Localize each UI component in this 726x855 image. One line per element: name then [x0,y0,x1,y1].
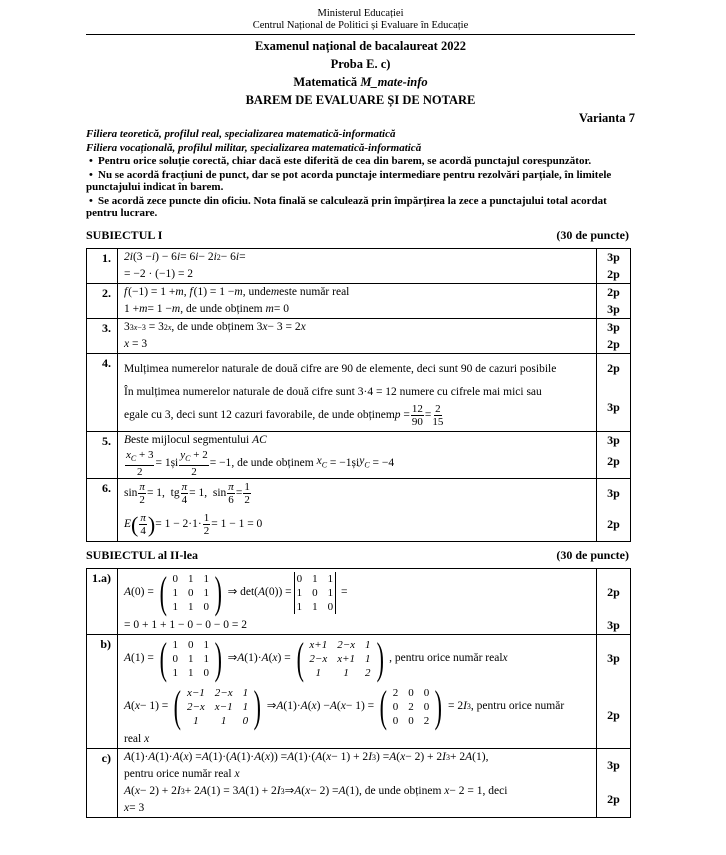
text-fragment: pentru orice număr real [124,767,232,780]
matrix-cell: 1 [187,572,194,585]
table-row [87,431,631,478]
solution-line: A (0) = ( 0 1 1 1 0 1 1 1 0 ) ⇒ det( A (0)) = 0 1 1 1 0 1 1 1 0 = [124,567,348,617]
matrix-cell: 2 [423,714,430,727]
matrix-cell: 1 [203,638,209,651]
matrix-cell: 0 [172,652,178,665]
solution-line: A ( x − 1) = ( x−1 2−x 1 2−x x−1 1 1 1 0 ) ⇒ A (1)· A ( x ) − A ( x − 1) = ( 2 0 0 0 2 0 0 0 2 ) = 2 I 3 , pentru orice număr [124,681,565,731]
fraction: $\frac{\pi}{6}$ [228,481,234,507]
rule-text: Nu se acordă fracțiuni de punct, dar se pot acorda punctaje intermediare pentru rezolvări parțiale, în limitele punctajului indicat în barem. [86,168,612,193]
item-solution [118,634,597,748]
bullet-icon: • [89,155,93,167]
bullet-icon: • [89,194,93,207]
matrix-cell: 2−x [186,700,205,713]
matrix-cell: 1 [187,666,194,679]
text-fragment: real [124,732,142,745]
matrix-cell: 1 [203,652,209,665]
solution-line: Mulțimea numerelor naturale de două cifre are 90 de elemente, deci sunt 90 de cazuri posibile [124,362,557,375]
item-number: 5. [87,431,118,478]
item-solution [118,431,597,478]
bullet-icon: • [89,168,93,181]
matrix-cell: 2−x [309,652,328,665]
item-number: 6. [87,478,118,541]
matrix-cell: 1 [327,572,334,585]
solution-line: x = 3 [124,337,148,350]
points-value: 2p [607,284,620,299]
item-solution [118,478,597,541]
item-solution [118,283,597,318]
item-points [597,353,631,431]
matrix-cell: x−1 [214,700,233,713]
subject-1-points: (30 de puncte) [556,227,629,242]
matrix-cell: 1 [327,586,334,599]
points-value: 3p [607,758,620,773]
points-value: 2p [607,707,620,722]
matrix-cell: x+1 [309,638,328,651]
matrix-cell: 1 [365,652,371,665]
table-row [87,318,631,353]
text-fragment: , pentru orice număr [470,700,565,713]
matrix-cell: 1 [187,652,194,665]
points-value: 2p [607,266,620,281]
solution-line: x = 3 [124,801,145,814]
matrix-cell: 1 [296,600,303,613]
text-fragment: , deci [482,784,508,797]
subject-profile: M_mate-info [360,75,428,89]
subject-1-table [86,248,631,542]
solution-line: = 0 + 1 + 1 − 0 − 0 − 0 = 2 [124,618,248,631]
fraction: $\frac{y_C + 2}{2}$ [180,448,208,478]
matrix-cell: 1 [343,666,349,679]
matrix-cell: 0 [203,600,209,613]
subject-1-header [86,228,635,243]
matrix-A0: ( 0 1 1 1 0 1 1 1 0 ) [159,567,222,617]
points-value: 3p [607,249,620,264]
text-fragment: , de unde obținem [231,456,314,469]
table-row [87,748,631,817]
points-value: 2p [607,792,620,807]
item-number: 1.a) [87,568,118,634]
solution-line: f (−1) = 1 + m , f (1) = 1 − m , unde m este număr real [124,285,350,298]
text-fragment: și [351,456,360,469]
matrix-cell: 1 [172,666,178,679]
subject-1-title: SUBIECTUL I [86,227,163,242]
subject-title [86,75,635,89]
text-fragment: și [170,456,179,469]
matrix-cell: 1 [172,600,178,613]
points-value: 3p [607,651,620,666]
matrix-cell: 1 [172,586,178,599]
item-points [597,634,631,748]
matrix-cell: 0 [423,686,430,699]
matrix-cell: 0 [392,700,399,713]
matrix-cell: 2−x [214,686,233,699]
matrix-cell: 0 [242,714,249,727]
matrix-cell: 1 [242,700,249,713]
matrix-cell: 1 [315,666,322,679]
matrix-cell: 0 [187,586,194,599]
matrix-cell: 0 [296,572,303,585]
solution-line: E ( $\frac{\pi}{4}$ ) = 1 − 2·1· $\frac{1}{2}$ = 1 − 1 = 0 [124,512,263,538]
exam-title: Examenul național de bacalaureat 2022 [255,39,466,53]
points-value: 3p [607,399,620,414]
item-points [597,248,631,283]
matrix-cell: 0 [172,572,178,585]
text-fragment: , unde [242,285,271,298]
fraction: $\frac{\pi}{4}$ [181,481,188,507]
matrix-A1: ( 1 0 1 0 1 1 1 1 0 ) [159,633,222,683]
rule-item [86,155,635,168]
table-row [87,353,631,431]
text-fragment: este număr real [279,285,350,298]
matrix-2I: ( 2 0 0 0 2 0 0 0 2 ) [379,681,443,731]
points-value: 2p [607,517,620,532]
matrix-cell: 0 [408,714,414,727]
points-value: 2p [607,361,620,375]
determinant-A0 [294,572,337,614]
matrix-cell: 2−x [337,638,356,651]
item-points [597,478,631,541]
subject-prefix: Matematică [293,75,361,89]
matrix-cell: 1 [172,638,178,651]
points-value: 3p [607,486,620,501]
item-number: 2. [87,283,118,318]
barem-page [86,0,635,818]
points-value: 3p [607,301,620,316]
item-number: b) [87,634,118,748]
matrix-cell: 2 [408,700,414,713]
solution-line: = −2 · (−1) = 2 [124,267,194,280]
matrix-cell: 1 [312,600,318,613]
item-solution [118,318,597,353]
proba-title: Proba E. c) [330,57,391,71]
matrix-cell: 0 [203,666,209,679]
header-divider [86,34,635,35]
ministry-header [86,0,635,32]
matrix-cell: 0 [408,686,414,699]
solution-line: 2i (3 − i ) − 6 i = 6 i − 2 i 2 − 6 i = [124,250,246,263]
item-number: c) [87,748,118,817]
solution-line: 1 + m = 1 − m , de unde obținem m = 0 [124,302,289,315]
item-points [597,318,631,353]
matrix-Axm1: ( x−1 2−x 1 2−x x−1 1 1 1 0 ) [173,681,262,731]
item-points [597,283,631,318]
text-fragment: , de unde obținem [359,784,442,797]
text-fragment: , de unde obținem [171,320,254,333]
rule-text: Pentru orice soluție corectă, chiar dacă este diferită de cea din barem, se acordă punctajul corespunzător. [98,155,592,167]
subject-2-points: (30 de puncte) [556,547,629,562]
rule-item [86,169,635,194]
solution-line: A ( x − 2) + 2 I 3 + 2 A (1) = 3 A (1) + 2 I 3 ⇒ A ( x − 2) = A (1) , de unde obținem x − 2 = 1 , deci [124,784,508,797]
table-row [87,248,631,283]
item-number: 3. [87,318,118,353]
item-solution [118,248,597,283]
item-number: 1. [87,248,118,283]
points-value: 2p [607,454,620,468]
matrix-A1-Ax: ( x+1 2−x 1 2−x x+1 1 1 1 2 ) [296,633,384,683]
subject-2-header [86,548,635,563]
matrix-cell: 1 [242,686,249,699]
item-solution [118,568,597,634]
points-value: 3p [607,319,620,334]
item-points [597,568,631,634]
fraction: $\frac{\pi}{4}$ [140,512,146,538]
matrix-cell: 0 [423,700,430,713]
text-fragment: este mijlocul segmentului [131,433,250,446]
barem-title: BAREM DE EVALUARE ȘI DE NOTARE [245,93,476,107]
fraction: $\frac{x_C + 3}{2}$ [126,448,154,478]
matrix-cell: 1 [203,586,209,599]
ministry-name: Ministerul Educației [317,8,404,19]
solution-line: egale cu 3, deci sunt 12 cazuri favorabile, de unde obținem p = $\frac{12}{90}$ = $\frac{2}{15}$ [124,403,444,428]
table-row [87,283,631,318]
solution-line: real x [124,732,150,745]
matrix-cell: 1 [220,714,227,727]
center-name: Centrul Național de Politici și Evaluare în Educație [252,20,469,31]
solution-line: pentru orice număr real x [124,767,240,780]
points-value: 3p [607,432,620,447]
matrix-cell: x−1 [186,686,205,699]
item-solution [118,748,597,817]
text-fragment: , de unde obținem [180,302,263,315]
item-points [597,431,631,478]
points-value: 2p [607,336,620,351]
points-value: 2p [607,585,620,600]
matrix-cell: 0 [312,586,318,599]
rule-item [86,195,635,220]
table-row [87,634,631,748]
matrix-cell: 0 [392,714,399,727]
subject-2-table [86,568,631,818]
solution-line: A (1) = ( 1 0 1 0 1 1 1 1 0 ) ⇒ A (1)· A ( x ) = ( x+1 2−x 1 2−x x+1 1 1 1 2 ) , pentru orice număr real x [124,633,508,683]
matrix-cell: 1 [296,586,303,599]
fraction: $\frac{1}{2}$ [203,512,210,538]
matrix-cell: 0 [187,638,194,651]
table-row [87,568,631,634]
item-solution [118,353,597,431]
solution-line: 3 3x−3 = 3 2x , de unde obținem 3 x − 3 = 2 x [124,320,306,333]
fraction: $\frac{1}{2}$ [244,481,250,507]
solution-line: sin $\frac{\pi}{2}$ = 1, tg $\frac{\pi}{4}$ = 1, sin $\frac{\pi}{6}$ = $\frac{1}{2}$ [124,481,250,507]
text-fragment: egale cu 3, deci sunt 12 cazuri favorabile, de unde obținem [124,409,395,421]
rule-text: Se acordă zece puncte din oficiu. Nota finală se calculează prin împărțirea la zece a punctajului total acordat pentru lucrare. [86,194,607,219]
item-points [597,748,631,817]
matrix-cell: 2 [365,666,371,679]
matrix-cell: x+1 [337,652,356,665]
subject-2-title: SUBIECTUL al II-lea [86,547,199,562]
matrix-cell: 1 [312,572,318,585]
matrix-cell: 0 [327,600,334,613]
item-number: 4. [87,353,118,431]
solution-line: B este mijlocul segmentului AC [124,433,267,446]
filiera-line: Filiera vocațională, profilul militar, specializarea matematică-informatică [86,142,422,154]
fraction: $\frac{\pi}{2}$ [139,481,145,507]
variant-label: Varianta 7 [578,111,635,125]
matrix-cell: 1 [187,600,194,613]
matrix-cell: 2 [392,686,399,699]
solution-line: În mulțimea numerelor naturale de două cifre sunt 3·4 = 12 numere cu cifrele mai mici sau [124,385,542,398]
points-value: 3p [607,617,620,632]
fraction: $\frac{12}{90}$ [411,403,423,428]
matrix-cell: 1 [203,572,209,585]
matrix-cell: 1 [193,714,199,727]
fraction: $\frac{2}{15}$ [432,403,444,428]
matrix-cell: 1 [365,638,371,651]
text-fragment: , pentru orice număr real [389,652,503,665]
table-row [87,478,631,541]
solution-line: $\frac{x_C + 3}{2}$ = 1 și $\frac{y_C + 2}{2}$ = −1 , de unde obținem $x_C$ = −1 și $y_C$ = −4 [126,448,395,478]
filiera-line: Filiera teoretică, profilul real, specializarea matematică-informatică [86,128,396,140]
solution-line: A (1)· A (1)· A ( x ) = A (1)·( A (1)· A ( x )) = A (1)·( A ( x − 1) + 2 I 3 ) = A ( x − 2) + 2 I 3 + 2 A (1), [124,750,489,763]
